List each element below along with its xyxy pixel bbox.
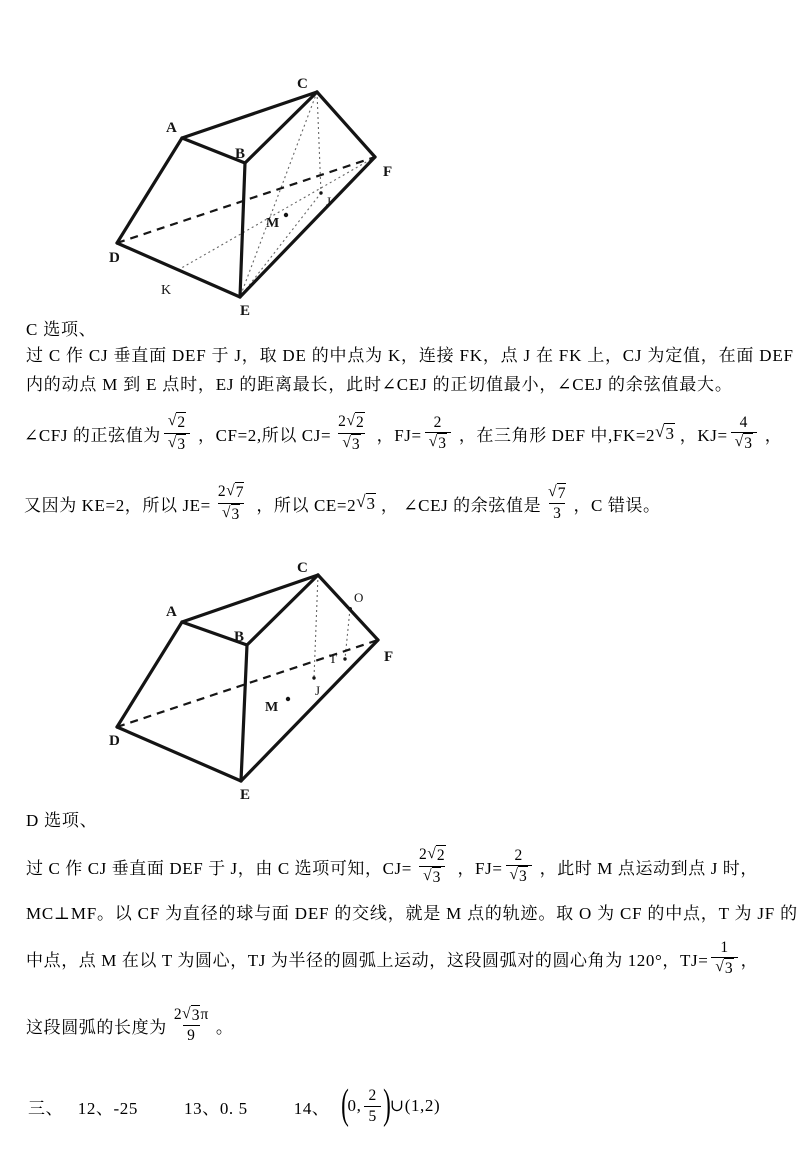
text-run: 3 [553,505,562,522]
text-run: ， [759,425,783,445]
sqrt-expression: √ 3 [182,1004,200,1024]
solid-edge-FE [240,157,375,297]
math-fraction [364,1086,380,1126]
c-option-formula-line1 [24,402,782,464]
d-option-formula-line3 [26,928,758,988]
math-fraction [711,938,737,979]
text-run: 9 [187,1027,196,1044]
sqrt-expression: √ 3 [428,433,446,452]
text-run: 2 [173,1005,183,1023]
point-dot-M [286,697,290,701]
point-dot-T [343,657,346,660]
text-run: 2 [433,413,443,431]
sqrt-expression: √ 3 [734,433,752,452]
sqrt-expression: √ 3 [222,503,240,523]
vertex-label-E: E [240,303,251,319]
text-run: 过 C 作 CJ 垂直面 DEF 于 J，由 C 选项可知，CJ= [26,858,412,878]
dotted-edge-CJ [317,92,321,193]
math-fraction [731,413,757,454]
vertex-label-M: M [266,216,280,231]
solid-edge-DA [117,622,182,727]
solid-edge-BE [240,163,245,297]
text-run: ∪(1,2) [389,1096,441,1115]
point-dot-M [284,213,288,217]
vertex-label-J: J [315,683,321,698]
sqrt-expression: √ 2 [427,845,445,865]
d-option-paragraph-line2: MC⊥MF。以 CF 为直径的球与面 DEF 的交线，就是 M 点的轨迹。取 O 为 CF 的中点，T 为 JF 的 [26,904,798,923]
text-run: 4 [739,413,748,431]
solid-edge-AC [182,92,317,138]
text-run: ，此时 M 点运动到点 J 时， [534,858,758,878]
sqrt-expression: √ 3 [509,866,527,885]
dotted-edge-CJ [314,575,318,678]
solid-edge-ED [117,727,241,781]
math-fraction [164,412,190,454]
vertex-label-D: D [109,250,120,266]
sqrt-expression: √ 2 [167,412,186,432]
math-fraction [544,483,570,524]
text-run: ，所以 CE=2 [251,495,357,515]
vertex-label-M: M [265,700,279,715]
text-run: 2 [217,483,227,501]
text-run: ，C 错误。 [573,495,661,515]
c-option-paragraph-line2: 内的动点 M 到 E 点时，EJ 的距离最长，此时∠CEJ 的正切值最小，∠CEJ 的余弦值最大。 [26,375,733,394]
vertex-label-A: A [166,120,177,136]
vertex-label-J: J [326,194,332,209]
big-paren: ( [340,1082,349,1129]
text-run: 2 [368,1087,377,1105]
text-run: 2 [514,846,523,864]
point-dot-J [312,676,315,679]
text-run: 2 [418,846,428,864]
text-run: 0, [347,1096,362,1115]
vertex-label-F: F [384,649,394,665]
vertex-label-F: F [383,164,393,180]
sqrt-expression: √ 7 [548,482,566,502]
point-dot-J [319,191,322,194]
prism-d-option-svg [90,552,415,810]
solid-edge-CF [317,92,375,157]
text-run: 三、 12、-25 [28,1098,139,1118]
sqrt-expression: √ 3 [167,433,186,453]
text-run: ， ∠CEJ 的余弦值是 [376,495,542,515]
d-option-formula-line1 [26,836,758,896]
math-fraction [425,413,451,454]
prism-c-option-svg [90,58,415,326]
dotted-edge-EJ [240,193,321,297]
text-run: 这段圆弧的长度为 [26,1017,167,1037]
d-option-heading: D 选项、 [26,811,98,830]
sqrt-expression: √ 3 [356,492,376,513]
text-run: π [200,1005,209,1023]
sqrt-expression: √ 2 [346,412,364,432]
vertex-label-C: C [297,76,308,92]
sqrt-expression: √ 3 [715,958,733,977]
text-run: ，FJ= [371,425,422,445]
vertex-label-A: A [166,604,177,620]
vertex-label-T: T [329,651,337,666]
solid-edge-DA [117,138,182,243]
solid-edge-FE [241,640,378,781]
big-paren: ) [382,1082,391,1129]
dotted-edge-CE [240,92,317,297]
text-run: ， [740,950,759,970]
vertex-label-E: E [240,787,251,803]
text-run: 13、0. 5 [184,1098,248,1118]
vertex-label-K: K [161,283,172,298]
text-run: 5 [368,1107,377,1125]
solid-edge-AC [182,575,318,622]
text-run: 。 [215,1017,234,1037]
text-run: ，KJ= [674,425,728,445]
vertex-label-B: B [235,146,246,162]
answer-line [28,1076,440,1136]
c-option-heading: C 选项、 [26,320,97,339]
d-option-formula-line4 [26,994,233,1056]
vertex-label-B: B [234,629,245,645]
vertex-label-O: O [354,590,364,605]
text-run: 中点，点 M 在以 T 为圆心，TJ 为半径的圆弧上运动，这段圆弧对的圆心角为 120°，TJ= [26,950,709,970]
solid-edge-BC [247,575,318,645]
vertex-label-D: D [109,733,120,749]
vertex-label-C: C [297,560,308,576]
math-fraction [415,845,450,887]
text-run: ，CF=2,所以 CJ= [193,425,332,445]
text-run: ∠CFJ 的正弦值为 [24,425,161,445]
sqrt-expression: √ 7 [226,482,244,502]
text-run: ，FJ= [452,858,503,878]
math-fraction [214,482,249,524]
c-option-formula-line2 [24,472,661,534]
text-run: 2 [338,413,347,431]
c-option-paragraph-line1: 过 C 作 CJ 垂直面 DEF 于 J，取 DE 的中点为 K，连接 FK，点 J 在 FK 上，CJ 为定值，在面 DEF [26,346,794,365]
text-run: 14、 [293,1098,330,1118]
text-run: ，在三角形 DEF 中,FK=2 [453,425,656,445]
dotted-edge-KF [178,157,375,270]
point-dot-O [348,607,352,611]
solid-edge-ED [117,243,240,297]
sqrt-expression: √ 3 [655,422,674,443]
text-run: 又因为 KE=2，所以 JE= [24,495,211,515]
math-fraction [170,1005,213,1046]
solid-edge-BE [241,645,247,781]
sqrt-expression: √ 3 [342,433,360,453]
math-fraction [334,412,369,454]
text-run: 1 [720,938,729,956]
sqrt-expression: √ 3 [423,866,441,886]
math-fraction [506,846,532,887]
